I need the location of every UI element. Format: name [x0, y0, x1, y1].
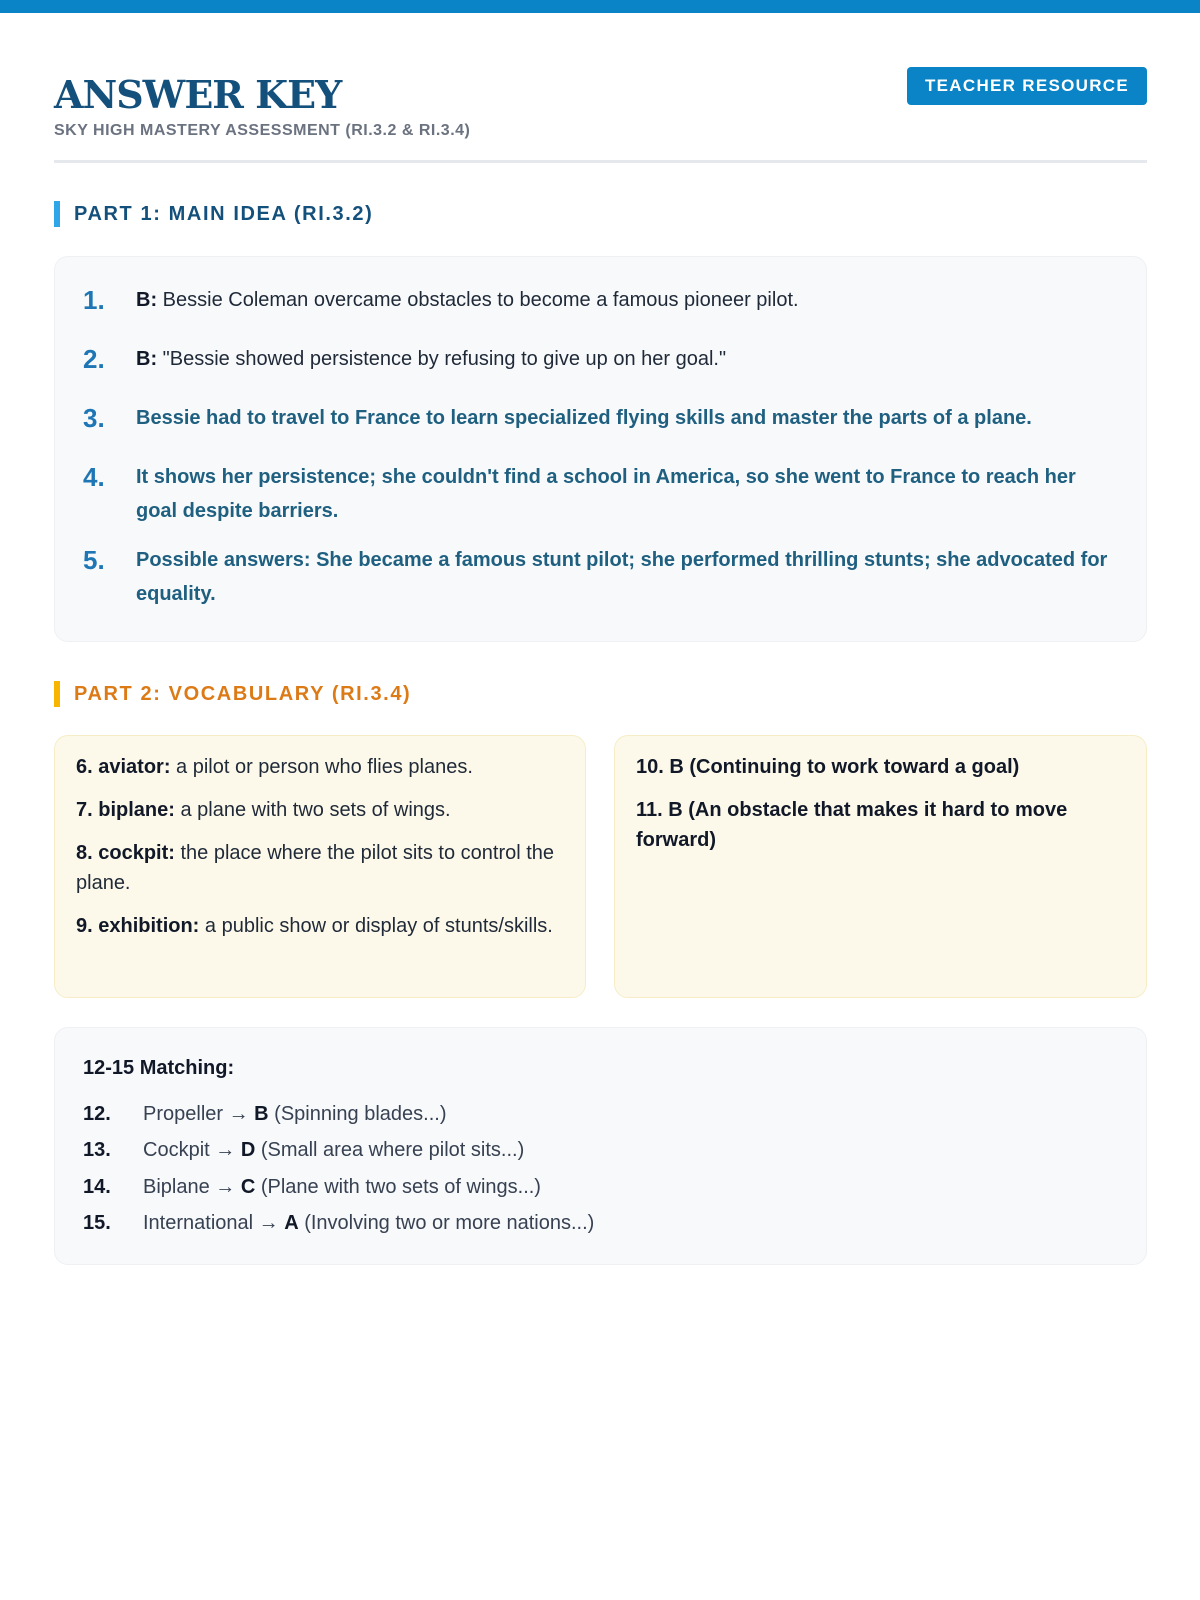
- answer-text: [136, 283, 799, 317]
- part1-heading-label: PART 1: MAIN IDEA (RI.3.2): [74, 202, 374, 225]
- matching-row-12: [83, 1096, 1146, 1133]
- answer-item-4: [83, 460, 1113, 528]
- part2-accent-bar: [54, 681, 60, 707]
- matching-description: (Spinning blades...): [268, 1102, 447, 1125]
- matching-answer: [143, 1176, 541, 1199]
- answer-number: 5.: [83, 545, 105, 575]
- answer-text: [136, 342, 726, 376]
- answer-key-page: [54, 0, 1147, 1235]
- answer-text: It shows her persistence; she couldn't find a school in America, so she went to France to reach her goal despite barriers.: [136, 466, 1076, 522]
- matching-row-14: [83, 1169, 1146, 1206]
- mc-answer-11: 11. B (An obstacle that makes it hard to move forward): [636, 799, 1068, 851]
- vocab-item-8: [76, 838, 565, 898]
- answer-item-1: [83, 283, 1113, 317]
- answer-body: Bessie Coleman overcame obstacles to become a famous pioneer pilot.: [157, 289, 799, 311]
- matching-heading: 12-15 Matching:: [83, 1057, 235, 1079]
- part2-heading-label: PART 2: VOCABULARY (RI.3.4): [74, 682, 412, 705]
- matching-number: 14.: [83, 1175, 111, 1198]
- matching-letter: B: [254, 1102, 269, 1125]
- matching-term: Cockpit →: [143, 1139, 241, 1162]
- teacher-resource-badge: TEACHER RESOURCE: [907, 67, 1147, 105]
- matching-letter: C: [240, 1175, 256, 1198]
- matching-number: 12.: [83, 1102, 111, 1125]
- vocab-definition: a public show or display of stunts/skills.: [199, 915, 553, 937]
- matching-row-13: [83, 1133, 1146, 1170]
- vocab-term: 6. aviator:: [76, 756, 171, 778]
- matching-term: Propeller →: [143, 1102, 255, 1125]
- answer-number: 2.: [83, 344, 105, 374]
- matching-description: (Small area where pilot sits...): [255, 1139, 525, 1162]
- page-header: [54, 0, 1147, 163]
- vocabulary-multiple-choice-box: [614, 735, 1147, 998]
- part1-heading: [54, 201, 373, 227]
- vocab-definition: the place where the pilot sits to control the plane.: [76, 842, 555, 894]
- matching-letter: D: [240, 1139, 256, 1162]
- page-title: ANSWER KEY: [54, 72, 342, 117]
- answer-number: 3.: [83, 403, 105, 433]
- vocab-term: 9. exhibition:: [76, 915, 200, 937]
- vocab-term: 7. biplane:: [76, 799, 175, 821]
- vocab-term: 8. cockpit:: [76, 842, 175, 864]
- matching-answer: [143, 1139, 524, 1162]
- answer-item-2: [83, 342, 1113, 376]
- matching-answer: [143, 1103, 447, 1126]
- answer-body: "Bessie showed persistence by refusing to give up on her goal.": [157, 348, 727, 370]
- part1-answers-box: [54, 256, 1147, 642]
- answer-number: 1.: [83, 285, 105, 315]
- vocabulary-definitions-box: [54, 735, 586, 998]
- matching-term: Biplane →: [143, 1175, 241, 1198]
- answer-text: Possible answers: She became a famous stunt pilot; she performed thrilling stunts; she advocated for equality.: [136, 549, 1108, 605]
- part1-accent-bar: [54, 201, 60, 227]
- vocab-item-6: [76, 752, 565, 782]
- matching-description: (Involving two or more nations...): [298, 1212, 595, 1235]
- mc-answer-10: 10. B (Continuing to work toward a goal): [636, 756, 1020, 778]
- matching-box: [54, 1027, 1147, 1265]
- vocab-item-7: [76, 795, 565, 825]
- vocab-definition: a plane with two sets of wings.: [174, 799, 451, 821]
- matching-row-15: [83, 1206, 1146, 1243]
- matching-description: (Plane with two sets of wings...): [255, 1175, 541, 1198]
- matching-number: 15.: [83, 1212, 111, 1235]
- matching-number: 13.: [83, 1139, 111, 1162]
- part2-heading: [54, 681, 411, 707]
- answer-label: B:: [136, 348, 158, 370]
- answer-item-5: [83, 543, 1113, 611]
- answer-label: B:: [136, 289, 158, 311]
- answer-number: 4.: [83, 462, 105, 492]
- answer-text: Bessie had to travel to France to learn specialized flying skills and master the parts of a plane.: [136, 407, 1032, 429]
- vocab-item-9: [76, 911, 565, 941]
- vocab-definition: a pilot or person who flies planes.: [170, 756, 473, 778]
- matching-answer: [143, 1212, 594, 1235]
- answer-item-3: [83, 401, 1113, 435]
- matching-letter: A: [284, 1212, 299, 1235]
- matching-term: International →: [143, 1212, 285, 1235]
- page-subtitle: SKY HIGH MASTERY ASSESSMENT (RI.3.2 & RI.3.4): [54, 122, 471, 139]
